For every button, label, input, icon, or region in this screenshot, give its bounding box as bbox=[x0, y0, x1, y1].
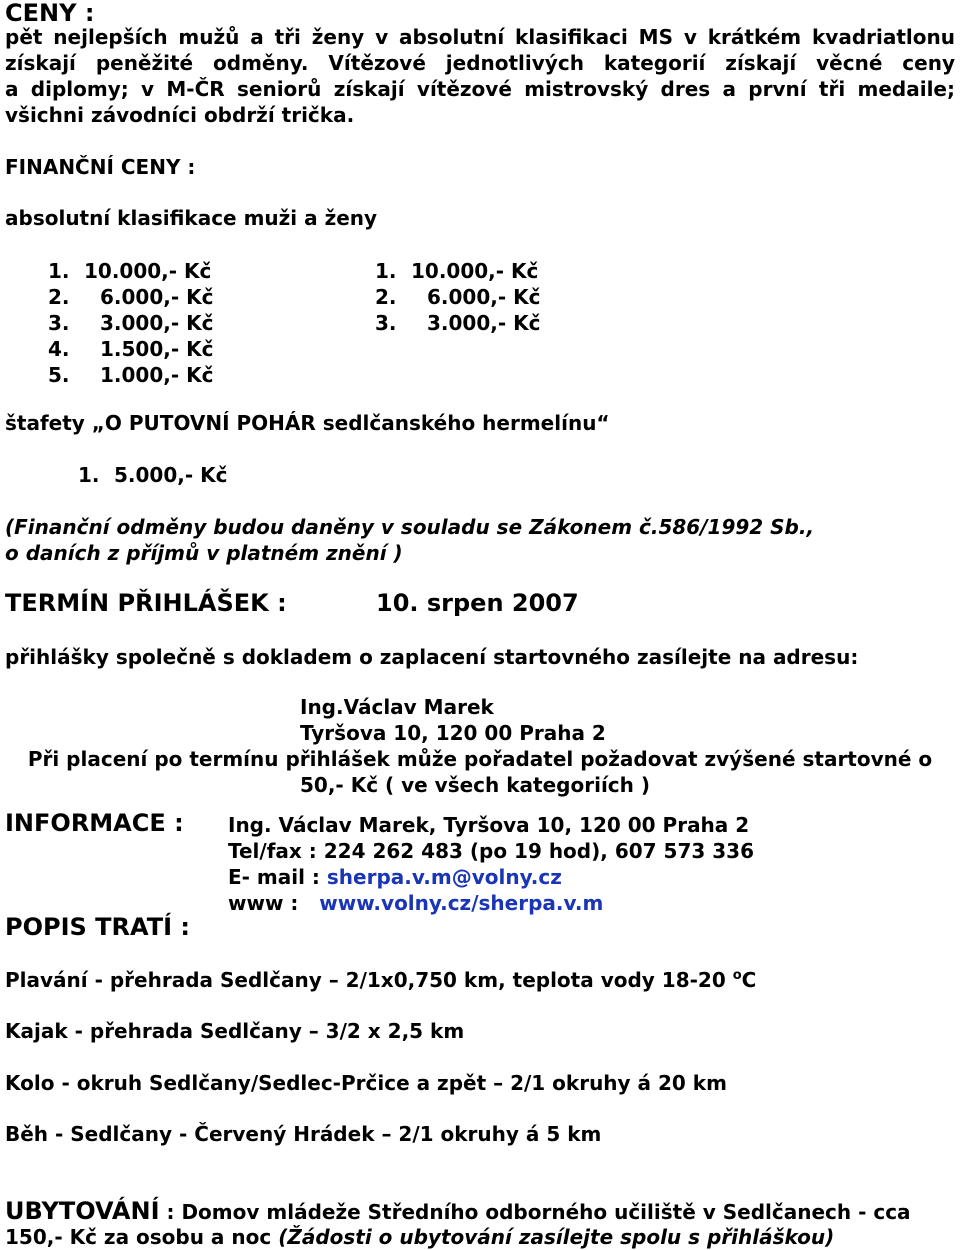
accommodation-label: UBYTOVÁNÍ bbox=[5, 1197, 160, 1225]
financni-subheading: absolutní klasifikace muži a ženy bbox=[5, 206, 378, 230]
prize-rank: 1. bbox=[375, 259, 397, 283]
info-email-row bbox=[228, 864, 562, 890]
track-swimming bbox=[5, 967, 756, 993]
accommodation-note: (Žádosti o ubytování zasílejte spolu s přihláškou) bbox=[278, 1225, 835, 1249]
prize-row bbox=[48, 362, 213, 388]
prize-amount: 6.000,- Kč bbox=[427, 285, 541, 309]
late-fee-line-1: Při placení po termínu přihlášek může pořadatel požadovat zvýšené startovné o bbox=[27, 747, 933, 771]
info-phone: Tel/fax : 224 262 483 (po 19 hod), 607 573 336 bbox=[228, 839, 754, 863]
contact-name: Ing.Václav Marek bbox=[300, 695, 494, 719]
email-label: E- mail : bbox=[228, 865, 320, 889]
accommodation-row-1 bbox=[5, 1198, 911, 1225]
accommodation-price: 150,- Kč za osobu a noc bbox=[5, 1225, 279, 1249]
ceny-line-1: pět nejlepších mužů a tři ženy v absolutní klasifikaci MS v krátkém kvadriatlonu bbox=[5, 25, 955, 49]
accommodation-row-2 bbox=[5, 1224, 834, 1250]
relay-prize-row bbox=[78, 462, 227, 488]
info-www-row bbox=[228, 890, 603, 916]
prize-rank: 2. bbox=[48, 285, 70, 309]
prize-row bbox=[375, 310, 540, 336]
prize-rank: 1. bbox=[48, 259, 70, 283]
prize-amount: 6.000,- Kč bbox=[100, 285, 214, 309]
prize-rank: 3. bbox=[48, 311, 70, 335]
swimming-text: Plavání - přehrada Sedlčany – 2/1x0,750 km, teplota vody 18-20 bbox=[5, 968, 733, 992]
prize-row bbox=[48, 310, 213, 336]
contact-address: Tyršova 10, 120 00 Praha 2 bbox=[300, 721, 606, 745]
ceny-line-2: získají peněžité odměny. Vítězové jednotlivých kategorií získají věcné ceny bbox=[5, 51, 955, 75]
deadline-date: 10. srpen 2007 bbox=[376, 589, 579, 617]
prize-amount: 1.000,- Kč bbox=[100, 363, 214, 387]
financni-heading: FINANČNÍ CENY : bbox=[5, 155, 196, 179]
track-description-label: POPIS TRATÍ : bbox=[5, 913, 190, 941]
prize-row bbox=[375, 284, 540, 310]
ceny-line-3: a diplomy; v M-ČR seniorů získají vítězové mistrovský dres a první tři medaile; bbox=[5, 77, 955, 101]
ceny-heading: CENY : bbox=[5, 0, 95, 27]
application-instructions: přihlášky společně s dokladem o zaplacení startovného zasílejte na adresu: bbox=[5, 645, 859, 669]
track-kayak: Kajak - přehrada Sedlčany – 3/2 x 2,5 km bbox=[5, 1019, 465, 1043]
deadline-label: TERMÍN PŘIHLÁŠEK : bbox=[5, 589, 287, 617]
tax-note-line-1: (Finanční odměny budou daněny v souladu se Zákonem č.586/1992 Sb., bbox=[5, 515, 815, 539]
celsius-unit: C bbox=[741, 968, 757, 992]
prize-rank: 4. bbox=[48, 337, 70, 361]
prize-amount: 10.000,- Kč bbox=[411, 259, 539, 283]
track-running: Běh - Sedlčany - Červený Hrádek – 2/1 okruhy á 5 km bbox=[5, 1122, 602, 1146]
prize-rank: 5. bbox=[48, 363, 70, 387]
prize-amount: 1.500,- Kč bbox=[100, 337, 214, 361]
email-link[interactable]: sherpa.v.m@volny.cz bbox=[326, 865, 562, 889]
tax-note-line-2: o daních z příjmů v platném znění ) bbox=[5, 541, 403, 565]
relay-heading: štafety „O PUTOVNÍ POHÁR sedlčanského hermelínu“ bbox=[5, 411, 610, 435]
prize-rank: 3. bbox=[375, 311, 397, 335]
late-fee-line-2: 50,- Kč ( ve všech kategoriích ) bbox=[300, 773, 650, 797]
ceny-line-4: všichni závodníci obdrží trička. bbox=[5, 103, 355, 127]
prize-rank: 1. bbox=[78, 463, 100, 487]
prize-row bbox=[48, 284, 213, 310]
www-label: www : bbox=[228, 891, 299, 915]
prize-row bbox=[375, 258, 538, 284]
prize-amount: 5.000,- Kč bbox=[114, 463, 228, 487]
prize-amount: 3.000,- Kč bbox=[427, 311, 541, 335]
info-label: INFORMACE : bbox=[5, 809, 184, 837]
prize-row bbox=[48, 258, 211, 284]
track-cycling: Kolo - okruh Sedlčany/Sedlec-Prčice a zpět – 2/1 okruhy á 20 km bbox=[5, 1071, 727, 1095]
info-address: Ing. Václav Marek, Tyršova 10, 120 00 Praha 2 bbox=[228, 813, 750, 837]
prize-row bbox=[48, 336, 213, 362]
prize-rank: 2. bbox=[375, 285, 397, 309]
degree-sup: o bbox=[732, 968, 742, 983]
website-link[interactable]: www.volny.cz/sherpa.v.m bbox=[319, 891, 604, 915]
accommodation-colon: : bbox=[159, 1200, 182, 1224]
accommodation-text-1: Domov mládeže Středního odborného učiliště v Sedlčanech - cca bbox=[181, 1200, 911, 1224]
prize-amount: 3.000,- Kč bbox=[100, 311, 214, 335]
prize-amount: 10.000,- Kč bbox=[84, 259, 212, 283]
